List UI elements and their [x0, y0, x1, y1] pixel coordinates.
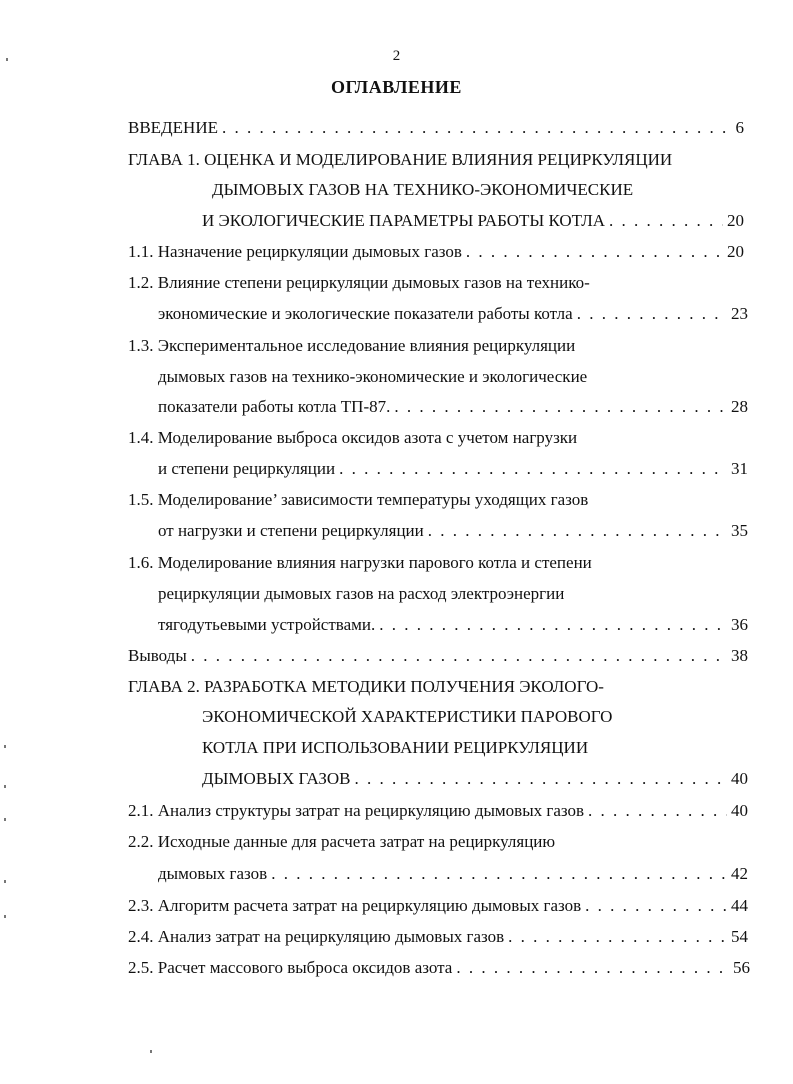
toc-chapter-2-line-4[interactable]: [202, 769, 748, 789]
toc-entry-text: тягодутьевыми устройствами.: [158, 615, 376, 634]
dot-leader: [222, 118, 732, 138]
toc-page-number: 56: [733, 958, 750, 977]
toc-entry-text: ВВЕДЕНИЕ: [128, 118, 218, 137]
toc-entry-2-3[interactable]: [128, 896, 748, 916]
dot-leader: [339, 459, 727, 479]
toc-entry-text: И ЭКОЛОГИЧЕСКИЕ ПАРАМЕТРЫ РАБОТЫ КОТЛА: [202, 211, 606, 230]
toc-entry-text: дымовых газов: [158, 864, 268, 883]
toc-entry-text: от нагрузки и степени рециркуляции: [158, 521, 424, 540]
toc-entry-1-4-line-1[interactable]: 1.4. Моделирование выброса оксидов азота с учетом нагрузки: [128, 428, 578, 447]
dot-leader: [585, 896, 727, 916]
toc-entry-2-4[interactable]: [128, 927, 748, 947]
toc-entry-1-3-line-1[interactable]: 1.3. Экспериментальное исследование влияния рециркуляции: [128, 336, 576, 355]
toc-entry-1-6-line-1[interactable]: 1.6. Моделирование влияния нагрузки парового котла и степени: [128, 553, 592, 572]
scan-speck: [4, 880, 6, 883]
toc-entry-1-5-line-2[interactable]: [158, 521, 748, 541]
toc-entry-1-4-line-2[interactable]: [158, 459, 748, 479]
toc-page-number: 38: [731, 646, 748, 665]
dot-leader: [428, 521, 727, 541]
toc-chapter-2-line-2[interactable]: ЭКОНОМИЧЕСКОЙ ХАРАКТЕРИСТИКИ ПАРОВОГО: [202, 707, 613, 726]
toc-entry-text: 2.3. Алгоритм расчета затрат на рециркуляцию дымовых газов: [128, 896, 582, 915]
toc-page-number: 44: [731, 896, 748, 915]
scan-speck: [150, 1050, 152, 1053]
toc-chapter-2-line-1[interactable]: ГЛАВА 2. РАЗРАБОТКА МЕТОДИКИ ПОЛУЧЕНИЯ ЭКОЛОГО-: [128, 677, 604, 696]
toc-entry-text: 2.5. Расчет массового выброса оксидов азота: [128, 958, 453, 977]
dot-leader: [609, 211, 723, 231]
toc-page-number: 23: [731, 304, 748, 323]
toc-entry-1-6-line-2[interactable]: рециркуляции дымовых газов на расход электроэнергии: [158, 584, 565, 603]
dot-leader: [577, 304, 727, 324]
dot-leader: [379, 615, 727, 635]
toc-entry-text: 2.4. Анализ затрат на рециркуляцию дымовых газов: [128, 927, 505, 946]
toc-entry-1-2-line-2[interactable]: [158, 304, 748, 324]
toc-entry-2-2-line-1[interactable]: 2.2. Исходные данные для расчета затрат на рециркуляцию: [128, 832, 556, 851]
toc-entry-text: показатели работы котла ТП-87.: [158, 397, 391, 416]
toc-page-number: 20: [727, 211, 744, 230]
scan-speck: [4, 818, 6, 821]
toc-entry-text: 1.1. Назначение рециркуляции дымовых газов: [128, 242, 462, 261]
toc-chapter-1-line-3[interactable]: [202, 211, 744, 231]
toc-entry-text: ДЫМОВЫХ ГАЗОВ: [202, 769, 351, 788]
toc-page-number: 31: [731, 459, 748, 478]
page-number: 2: [392, 48, 401, 64]
dot-leader: [271, 864, 727, 884]
toc-page-number: 42: [731, 864, 748, 883]
toc-page-number: 20: [727, 242, 744, 261]
toc-entry-1-2-line-1[interactable]: 1.2. Влияние степени рециркуляции дымовых газов на технико-: [128, 273, 590, 292]
dot-leader: [466, 242, 723, 262]
scan-speck: [4, 745, 6, 748]
toc-entry-1-5-line-1[interactable]: 1.5. Моделирование’ зависимости температуры уходящих газов: [128, 490, 589, 509]
toc-entry-text: экономические и экологические показатели работы котла: [158, 304, 573, 323]
toc-chapter-1-line-2[interactable]: ДЫМОВЫХ ГАЗОВ НА ТЕХНИКО-ЭКОНОМИЧЕСКИЕ: [212, 180, 634, 199]
toc-entry-1-3-line-3[interactable]: [158, 397, 748, 417]
toc-page-number: 28: [731, 397, 748, 416]
scan-speck: [4, 915, 6, 918]
toc-entry-intro[interactable]: [128, 118, 744, 138]
toc-entry-2-5[interactable]: [128, 958, 750, 978]
toc-page-number: 36: [731, 615, 748, 634]
toc-entry-1-3-line-2[interactable]: дымовых газов на технико-экономические и экологические: [158, 367, 588, 386]
toc-page-number: 40: [731, 769, 748, 788]
toc-page-number: 35: [731, 521, 748, 540]
scan-speck: [4, 785, 6, 788]
toc-chapter-1-line-1[interactable]: ГЛАВА 1. ОЦЕНКА И МОДЕЛИРОВАНИЕ ВЛИЯНИЯ РЕЦИРКУЛЯЦИИ: [128, 150, 673, 169]
toc-entry-text: 2.1. Анализ структуры затрат на рециркуляцию дымовых газов: [128, 801, 585, 820]
toc-entry-text: Выводы: [128, 646, 187, 665]
toc-page-number: 6: [735, 118, 744, 137]
dot-leader: [394, 397, 727, 417]
dot-leader: [508, 927, 727, 947]
toc-chapter-2-line-3[interactable]: КОТЛА ПРИ ИСПОЛЬЗОВАНИИ РЕЦИРКУЛЯЦИИ: [202, 738, 589, 757]
toc-entry-conclusions[interactable]: [128, 646, 748, 666]
page-title: ОГЛАВЛЕНИЕ: [331, 77, 462, 97]
toc-page-number: 40: [731, 801, 748, 820]
toc-entry-2-1[interactable]: [128, 801, 748, 821]
dot-leader: [588, 801, 727, 821]
toc-entry-1-6-line-3[interactable]: [158, 615, 748, 635]
dot-leader: [191, 646, 727, 666]
dot-leader: [456, 958, 729, 978]
toc-entry-2-2-line-2[interactable]: [158, 864, 748, 884]
toc-page-number: 54: [731, 927, 748, 946]
scan-speck: [6, 58, 8, 61]
toc-entry-text: и степени рециркуляции: [158, 459, 336, 478]
toc-entry-1-1[interactable]: [128, 242, 744, 262]
dot-leader: [354, 769, 727, 789]
